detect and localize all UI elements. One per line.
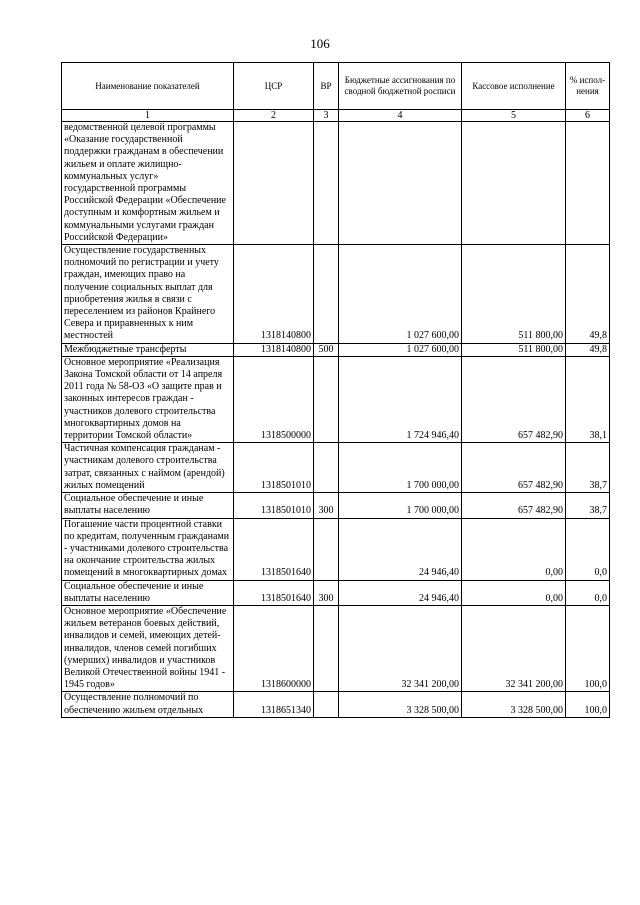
cash-amount <box>462 122 566 245</box>
execution-percent: 38,7 <box>566 443 610 493</box>
execution-percent: 38,1 <box>566 356 610 442</box>
vr-code <box>314 692 339 717</box>
cash-amount: 3 328 500,00 <box>462 692 566 717</box>
column-number: 3 <box>314 110 339 122</box>
cash-amount: 657 482,90 <box>462 443 566 493</box>
column-number-row <box>62 110 610 122</box>
budget-amount: 1 027 600,00 <box>339 343 462 356</box>
indicator-name: Социальное обеспечение и иные выплаты населению <box>62 580 234 605</box>
execution-percent: 0,0 <box>566 580 610 605</box>
table-row <box>62 245 610 344</box>
csr-code: 1318501010 <box>234 493 314 518</box>
vr-code <box>314 605 339 691</box>
table-row <box>62 493 610 518</box>
csr-code: 1318140800 <box>234 343 314 356</box>
cash-amount: 0,00 <box>462 580 566 605</box>
csr-code <box>234 122 314 245</box>
column-number: 6 <box>566 110 610 122</box>
budget-amount: 1 027 600,00 <box>339 245 462 344</box>
table-row <box>62 122 610 245</box>
header-execution-percent: % испол-нения <box>566 63 610 110</box>
table-row <box>62 443 610 493</box>
column-number: 2 <box>234 110 314 122</box>
table-row <box>62 605 610 691</box>
execution-percent <box>566 122 610 245</box>
header-cash-execution: Кассовое исполнение <box>462 63 566 110</box>
budget-amount: 1 700 000,00 <box>339 443 462 493</box>
csr-code: 1318651340 <box>234 692 314 717</box>
indicator-name: Погашение части процентной ставки по кредитам, полученным гражданами - участниками долевого строительства на окончание строительства жилых помещений в многоквартирных домах <box>62 518 234 580</box>
vr-code <box>314 443 339 493</box>
indicator-name: Межбюджетные трансферты <box>62 343 234 356</box>
csr-code: 1318501640 <box>234 518 314 580</box>
budget-amount <box>339 122 462 245</box>
vr-code <box>314 122 339 245</box>
vr-code: 500 <box>314 343 339 356</box>
indicator-name: Основное мероприятие «Обеспечение жильем ветеранов боевых действий, инвалидов и семей, имеющих детей-инвалидов, членов семей погибших (умерших) инвалидов и участников Великой Отечественной войны 1941 - 1945 годов» <box>62 605 234 691</box>
cash-amount: 0,00 <box>462 518 566 580</box>
budget-execution-table <box>61 62 610 718</box>
vr-code: 300 <box>314 493 339 518</box>
indicator-name: ведомственной целевой программы «Оказание государственной поддержки гражданам в обеспечении жильем и оплате жилищно-коммунальных услуг» государственной программы Российской Федерации «Обеспечение доступным и комфортным жильем и коммунальными услугами граждан Российской Федерации» <box>62 122 234 245</box>
table-row <box>62 580 610 605</box>
csr-code: 1318501010 <box>234 443 314 493</box>
csr-code: 1318140800 <box>234 245 314 344</box>
execution-percent: 49,8 <box>566 245 610 344</box>
vr-code <box>314 356 339 442</box>
budget-amount: 24 946,40 <box>339 518 462 580</box>
table-row <box>62 356 610 442</box>
table-row <box>62 343 610 356</box>
execution-percent: 100,0 <box>566 605 610 691</box>
column-number: 1 <box>62 110 234 122</box>
execution-percent: 49,8 <box>566 343 610 356</box>
column-number: 5 <box>462 110 566 122</box>
execution-percent: 0,0 <box>566 518 610 580</box>
indicator-name: Социальное обеспечение и иные выплаты населению <box>62 493 234 518</box>
header-budget-allocations: Бюджетные ассигнования по сводной бюджетной росписи <box>339 63 462 110</box>
page-number: 106 <box>310 36 330 51</box>
table-row <box>62 518 610 580</box>
execution-percent: 100,0 <box>566 692 610 717</box>
cash-amount: 657 482,90 <box>462 356 566 442</box>
header-vr: ВР <box>314 63 339 110</box>
budget-amount: 3 328 500,00 <box>339 692 462 717</box>
indicator-name: Осуществление полномочий по обеспечению жильем отдельных <box>62 692 234 717</box>
budget-amount: 1 724 946,40 <box>339 356 462 442</box>
csr-code: 1318501640 <box>234 580 314 605</box>
column-number: 4 <box>339 110 462 122</box>
budget-amount: 1 700 000,00 <box>339 493 462 518</box>
budget-amount: 24 946,40 <box>339 580 462 605</box>
header-indicator-name: Наименование показателей <box>62 63 234 110</box>
vr-code <box>314 245 339 344</box>
vr-code: 300 <box>314 580 339 605</box>
cash-amount: 511 800,00 <box>462 245 566 344</box>
indicator-name: Основное мероприятие «Реализация Закона Томской области от 14 апреля 2011 года № 58-ОЗ «О защите прав и законных интересов граждан - участников долевого строительства многоквартирных домов на территории Томской области» <box>62 356 234 442</box>
csr-code: 1318600000 <box>234 605 314 691</box>
csr-code: 1318500000 <box>234 356 314 442</box>
cash-amount: 32 341 200,00 <box>462 605 566 691</box>
header-row <box>62 63 610 110</box>
cash-amount: 511 800,00 <box>462 343 566 356</box>
execution-percent: 38,7 <box>566 493 610 518</box>
budget-amount: 32 341 200,00 <box>339 605 462 691</box>
header-csr: ЦСР <box>234 63 314 110</box>
cash-amount: 657 482,90 <box>462 493 566 518</box>
table-row <box>62 692 610 717</box>
indicator-name: Осуществление государственных полномочий по регистрации и учету граждан, имеющих право на получение социальных выплат для приобретения жилья в связи с переселением из районов Крайнего Севера и приравненных к ним местностей <box>62 245 234 344</box>
indicator-name: Частичная компенсация гражданам - участникам долевого строительства затрат, связанных с наймом (арендой) жилых помещений <box>62 443 234 493</box>
vr-code <box>314 518 339 580</box>
